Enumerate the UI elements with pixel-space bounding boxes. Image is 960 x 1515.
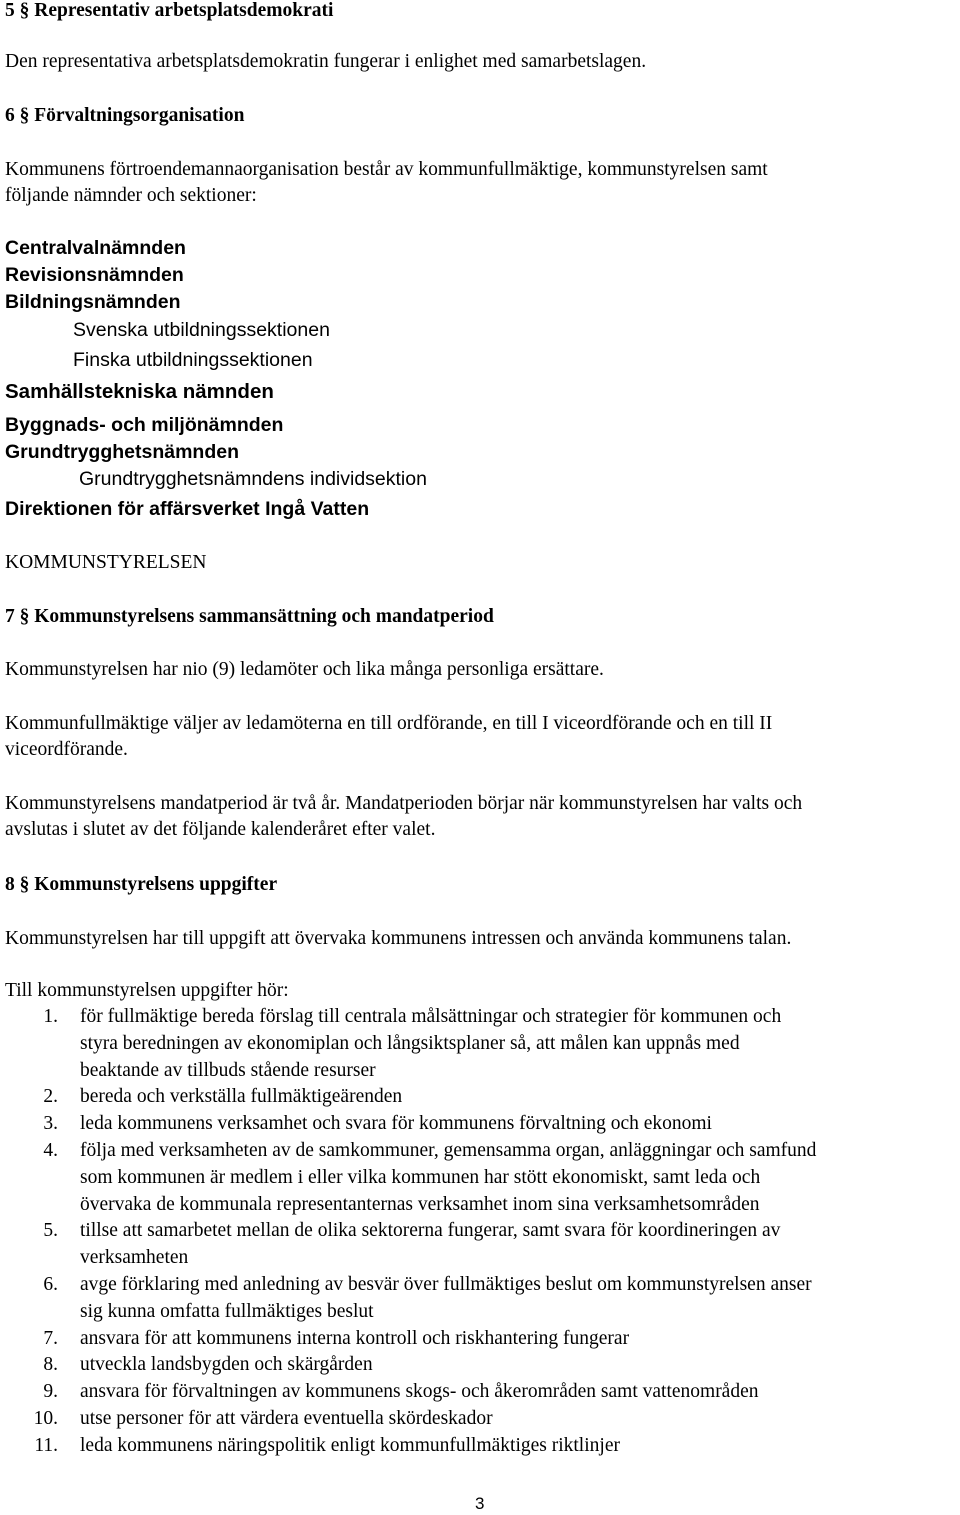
list-item-number: 8. <box>43 1354 58 1376</box>
list-item-text-line: verksamheten <box>80 1247 189 1269</box>
section-6-intro-line-1: Kommunens förtroendemannaorganisation består av kommunfullmäktige, kommunstyrelsen samt <box>5 159 768 180</box>
org-item: Centralvalnämnden <box>5 237 186 259</box>
list-item <box>0 1352 960 1379</box>
chapter-heading: KOMMUNSTYRELSEN <box>5 552 207 573</box>
list-item-text-line: utse personer för att värdera eventuella skördeskador <box>80 1407 493 1429</box>
list-item-number: 4. <box>43 1139 58 1161</box>
list-item-number: 6. <box>43 1273 58 1295</box>
list-item-text-line: bereda och verkställa fullmäktigeärenden <box>80 1086 403 1108</box>
section-5-text: Den representativa arbetsplatsdemokratin fungerar i enlighet med samarbetslagen. <box>5 51 647 72</box>
list-item <box>0 1272 960 1326</box>
org-subitem: Svenska utbildningssektionen <box>73 319 330 341</box>
list-item <box>0 1406 960 1433</box>
task-list <box>0 1004 960 1460</box>
section-7-paragraph-2-line-1: Kommunfullmäktige väljer av ledamöterna en till ordförande, en till I viceordförande och en till II <box>5 713 773 734</box>
section-6-intro-line-2: följande nämnder och sektioner: <box>5 185 257 206</box>
list-item-number: 11. <box>34 1434 58 1456</box>
org-item: Revisionsnämnden <box>5 264 184 286</box>
list-item-text-line: utveckla landsbygden och skärgården <box>80 1354 373 1376</box>
page-number: 3 <box>475 1494 485 1513</box>
list-item-text-line: som kommunen är medlem i eller vilka kommunen har stött ekonomiskt, samt leda och <box>80 1166 761 1188</box>
list-item <box>0 1433 960 1460</box>
list-item-text-line: leda kommunens näringspolitik enligt kommunfullmäktiges riktlinjer <box>80 1434 620 1456</box>
section-5-heading: 5 § Representativ arbetsplatsdemokrati <box>5 0 334 21</box>
list-item-text-line: sig kunna omfatta fullmäktiges beslut <box>80 1300 374 1322</box>
org-item: Samhällstekniska nämnden <box>5 380 274 403</box>
list-item-text-line: ansvara för att kommunens interna kontroll och riskhantering fungerar <box>80 1327 630 1349</box>
section-6-heading: 6 § Förvaltningsorganisation <box>5 105 245 126</box>
list-item-number: 1. <box>43 1006 58 1027</box>
list-item <box>0 1379 960 1406</box>
list-item-number: 10. <box>33 1407 58 1429</box>
org-subitem: Grundtrygghetsnämndens individsektion <box>79 468 427 490</box>
list-item-number: 5. <box>43 1220 58 1242</box>
section-8-list-intro: Till kommunstyrelsen uppgifter hör: <box>5 980 289 1001</box>
list-item-text-line: ansvara för förvaltningen av kommunens skogs- och åkerområden samt vattenområden <box>80 1381 759 1403</box>
list-item-text-line: avge förklaring med anledning av besvär över fullmäktiges beslut om kommunstyrelsen anser <box>80 1273 812 1295</box>
section-7-paragraph-1: Kommunstyrelsen har nio (9) ledamöter och lika många personliga ersättare. <box>5 659 604 680</box>
list-item <box>0 1218 960 1272</box>
list-item-number: 9. <box>43 1381 58 1403</box>
list-item <box>0 1326 960 1353</box>
list-item-text-line: tillse att samarbetet mellan de olika sektorerna fungerar, samt svara för koordineringen av <box>80 1220 781 1242</box>
list-item <box>0 1111 960 1138</box>
section-7-paragraph-3-line-2: avslutas i slutet av det följande kalenderåret efter valet. <box>5 819 436 840</box>
list-item-text-line: styra beredningen av ekonomiplan och långsiktsplaner så, att målen kan uppnås med <box>80 1032 740 1054</box>
org-item: Byggnads- och miljönämnden <box>5 414 284 436</box>
list-item-text-line: för fullmäktige bereda förslag till centrala målsättningar och strategier för kommunen och <box>80 1006 782 1027</box>
section-8-heading: 8 § Kommunstyrelsens uppgifter <box>5 874 278 895</box>
org-item: Direktionen för affärsverket Ingå Vatten <box>5 498 370 520</box>
section-7-paragraph-2-line-2: viceordförande. <box>5 739 128 760</box>
section-8-paragraph-1: Kommunstyrelsen har till uppgift att övervaka kommunens intressen och använda kommunens talan. <box>5 928 792 949</box>
section-7-heading: 7 § Kommunstyrelsens sammansättning och mandatperiod <box>5 606 494 627</box>
list-item <box>0 1138 960 1218</box>
org-subitem: Finska utbildningssektionen <box>73 349 313 371</box>
list-item <box>0 1004 960 1084</box>
section-7-paragraph-3-line-1: Kommunstyrelsens mandatperiod är två år. Mandatperioden börjar när kommunstyrelsen har valts och <box>5 793 803 814</box>
org-item: Grundtrygghetsnämnden <box>5 441 240 463</box>
list-item-number: 7. <box>43 1327 58 1349</box>
list-item-text-line: övervaka de kommunala representanternas verksamhet inom sina verksamhetsområden <box>80 1193 760 1215</box>
list-item-text-line: följa med verksamheten av de samkommuner, gemensamma organ, anläggningar och samfund <box>80 1139 817 1161</box>
list-item-number: 2. <box>43 1086 58 1108</box>
list-item-number: 3. <box>43 1113 58 1135</box>
list-item <box>0 1084 960 1111</box>
list-item-text-line: beaktande av tillbuds stående resurser <box>80 1059 376 1081</box>
org-item: Bildningsnämnden <box>5 291 181 313</box>
list-item-text-line: leda kommunens verksamhet och svara för kommunens förvaltning och ekonomi <box>80 1113 712 1135</box>
